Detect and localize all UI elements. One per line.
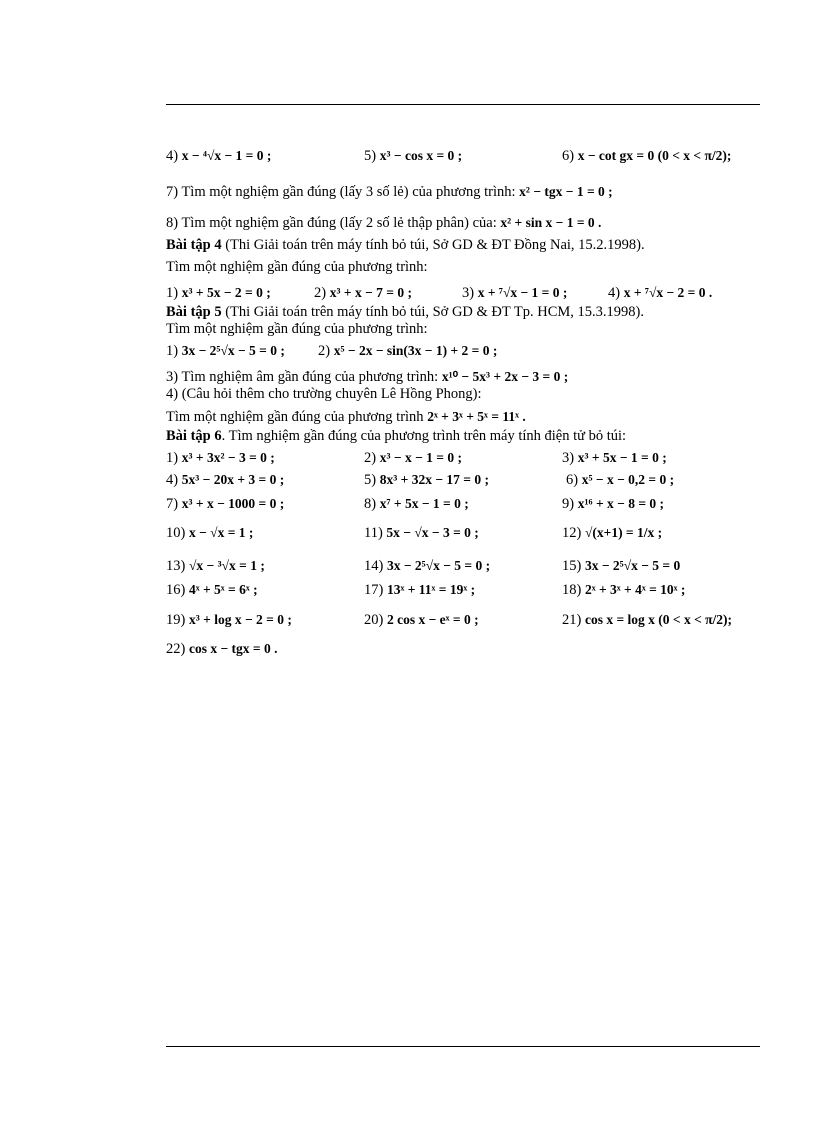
section-source: (Thi Giải toán trên máy tính bỏ túi, Sở GD & ĐT Tp. HCM, 15.3.1998).: [221, 304, 644, 320]
equation: x³ + x − 7 = 0 ;: [329, 285, 412, 300]
bt4-item-2: [314, 284, 412, 302]
equation: 4ˣ + 5ˣ = 6ˣ ;: [188, 582, 258, 597]
equation: x¹⁶ + x − 8 = 0 ;: [577, 496, 665, 511]
section-title: Bài tập 5: [166, 304, 222, 320]
section-title: Bài tập 6: [166, 428, 222, 444]
item-number: 1): [166, 343, 179, 359]
equation: 2ˣ + 3ˣ + 5ˣ = 11ˣ .: [427, 409, 526, 424]
item-number: 5): [364, 472, 377, 488]
equation: 3x − 2⁵√x − 5 = 0 ;: [181, 343, 285, 358]
bt6-item-10: [166, 524, 253, 542]
item-number: 5): [364, 148, 377, 164]
bt5-item-1: [166, 342, 285, 360]
item-number: 2): [364, 450, 377, 466]
bai-tap-4-task: Tìm một nghiệm gần đúng của phương trình:: [166, 259, 428, 275]
bt6-item-22: [166, 640, 277, 658]
bt6-item-7: [166, 495, 284, 513]
exercise-5: [364, 147, 462, 165]
bt6-item-6: [566, 471, 674, 489]
bt6-item-16: [166, 581, 258, 599]
bt6-item-5: [364, 471, 489, 489]
bai-tap-5-task: Tìm một nghiệm gần đúng của phương trình:: [166, 321, 428, 337]
item-number: 4): [608, 285, 621, 301]
item-number: 15): [562, 558, 582, 574]
item-number: 13): [166, 558, 186, 574]
item-number: 1): [166, 285, 179, 301]
bt6-item-13: [166, 557, 265, 575]
equation: cos x = log x (0 < x < π/2);: [584, 612, 733, 627]
bai-tap-4-heading: [166, 236, 645, 254]
header-rule: [166, 104, 760, 105]
equation: x³ + 3x² − 3 = 0 ;: [181, 450, 275, 465]
equation: 2ˣ + 3ˣ + 4ˣ = 10ˣ ;: [584, 582, 686, 597]
equation: x³ + 5x − 1 = 0 ;: [577, 450, 667, 465]
item-number: 2): [318, 343, 331, 359]
item-number: 6): [566, 472, 579, 488]
bt6-item-18: [562, 581, 685, 599]
footer-rule: [166, 1046, 760, 1047]
bai-tap-5-heading: [166, 303, 644, 321]
item-number: 14): [364, 558, 384, 574]
exercise-text: 7) Tìm một nghiệm gần đúng (lấy 3 số lẻ) của phương trình:: [166, 184, 516, 200]
equation: x⁵ − x − 0,2 = 0 ;: [581, 472, 675, 487]
item-number: 17): [364, 582, 384, 598]
equation: x² − tgx − 1 = 0 ;: [519, 184, 613, 199]
bt6-item-12: [562, 524, 662, 542]
equation: cos x − tgx = 0 .: [188, 641, 278, 656]
item-number: 11): [364, 525, 383, 541]
section-title: Bài tập 4: [166, 237, 222, 253]
item-number: 6): [562, 148, 575, 164]
item-number: 8): [364, 496, 377, 512]
bt6-item-20: [364, 611, 479, 629]
bt5-item-2: [318, 342, 497, 360]
bt4-item-4: [608, 284, 712, 302]
bt6-item-2: [364, 449, 462, 467]
equation: x³ − x − 1 = 0 ;: [379, 450, 462, 465]
item-number: 4): [166, 472, 179, 488]
equation: 5x − √x − 3 = 0 ;: [386, 525, 479, 540]
item-number: 3): [462, 285, 475, 301]
equation: 5x³ − 20x + 3 = 0 ;: [181, 472, 285, 487]
item-number: 10): [166, 525, 186, 541]
equation: x³ − cos x = 0 ;: [379, 148, 463, 163]
equation: x⁵ − 2x − sin(3x − 1) + 2 = 0 ;: [333, 343, 498, 358]
bt6-item-4: [166, 471, 284, 489]
equation: √x − ³√x = 1 ;: [188, 558, 265, 573]
bt6-item-1: [166, 449, 275, 467]
bt5-item-4-task: [166, 408, 526, 426]
bt6-item-11: [364, 524, 479, 542]
exercise-6: [562, 147, 731, 165]
bt6-item-15: [562, 557, 680, 575]
bt4-item-3: [462, 284, 567, 302]
equation: √(x+1) = 1/x ;: [584, 525, 663, 540]
equation: x + ⁷√x − 1 = 0 ;: [477, 285, 568, 300]
equation: 8x³ + 32x − 17 = 0 ;: [379, 472, 489, 487]
exercise-text: 3) Tìm nghiệm âm gần đúng của phương trình:: [166, 369, 439, 385]
bt6-item-17: [364, 581, 475, 599]
equation: 3x − 2⁵√x − 5 = 0: [584, 558, 681, 573]
equation: x³ + 5x − 2 = 0 ;: [181, 285, 271, 300]
item-number: 22): [166, 641, 186, 657]
item-number: 9): [562, 496, 575, 512]
exercise-4: [166, 147, 271, 165]
equation: 3x − 2⁵√x − 5 = 0 ;: [386, 558, 491, 573]
equation: x² + sin x − 1 = 0 .: [500, 215, 602, 230]
bt6-item-21: [562, 611, 732, 629]
equation: x + ⁷√x − 2 = 0 .: [623, 285, 713, 300]
bt6-item-9: [562, 495, 664, 513]
item-number: 20): [364, 612, 384, 628]
item-number: 1): [166, 450, 179, 466]
item-number: 18): [562, 582, 582, 598]
item-number: 16): [166, 582, 186, 598]
equation: x³ + x − 1000 = 0 ;: [181, 496, 285, 511]
bt6-item-19: [166, 611, 292, 629]
item-number: 2): [314, 285, 327, 301]
equation: 13ˣ + 11ˣ = 19ˣ ;: [386, 582, 476, 597]
exercise-text: 8) Tìm một nghiệm gần đúng (lấy 2 số lẻ thập phân) của:: [166, 215, 497, 231]
equation: x − √x = 1 ;: [188, 525, 254, 540]
bt6-item-8: [364, 495, 469, 513]
item-number: 21): [562, 612, 582, 628]
equation: x − cot gx = 0 (0 < x < π/2);: [577, 148, 732, 163]
equation: x − ⁴√x − 1 = 0 ;: [181, 148, 272, 163]
bt5-item-4: 4) (Câu hỏi thêm cho trường chuyên Lê Hồng Phong):: [166, 386, 482, 402]
exercise-8: [166, 214, 601, 232]
equation: x³ + log x − 2 = 0 ;: [188, 612, 292, 627]
item-number: 7): [166, 496, 179, 512]
exercise-7: [166, 183, 613, 201]
bt5-item-3: [166, 368, 568, 386]
equation: x¹⁰ − 5x³ + 2x − 3 = 0 ;: [441, 369, 569, 384]
exercise-text: Tìm một nghiệm gần đúng của phương trình: [166, 409, 424, 425]
equation: x⁷ + 5x − 1 = 0 ;: [379, 496, 469, 511]
bt4-item-1: [166, 284, 271, 302]
item-number: 4): [166, 148, 179, 164]
bt6-item-14: [364, 557, 490, 575]
section-task: . Tìm nghiệm gần đúng của phương trình trên máy tính điện tử bỏ túi:: [221, 428, 627, 444]
equation: 2 cos x − eˣ = 0 ;: [386, 612, 479, 627]
item-number: 19): [166, 612, 186, 628]
section-source: (Thi Giải toán trên máy tính bỏ túi, Sở GD & ĐT Đồng Nai, 15.2.1998).: [221, 237, 645, 253]
bai-tap-6-heading: [166, 427, 626, 445]
item-number: 12): [562, 525, 582, 541]
item-number: 3): [562, 450, 575, 466]
bt6-item-3: [562, 449, 667, 467]
